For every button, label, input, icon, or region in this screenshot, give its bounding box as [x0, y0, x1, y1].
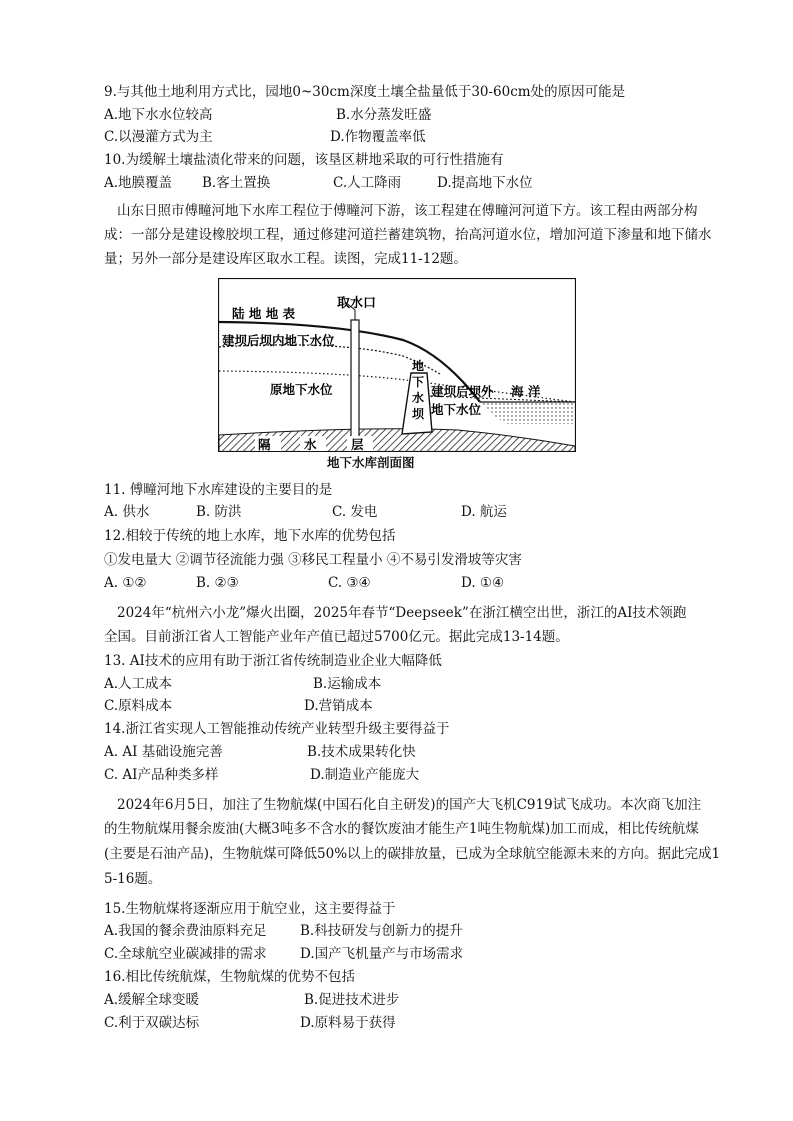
dam-label-char: 下 [412, 375, 425, 389]
inner-water-level-label: 建坝后坝内地下水位 [222, 333, 335, 348]
dam-label-char: 水 [412, 391, 425, 405]
q13-stem: 13. AI技术的应用有助于浙江省传统制造业企业大幅降低 [104, 653, 442, 669]
q16-option-b: B.促进技术进步 [304, 992, 400, 1008]
q10-option-a: A.地膜覆盖 [104, 175, 173, 191]
q11-option-a: A. 供水 [104, 504, 150, 520]
sea-label: 海 洋 [511, 384, 541, 399]
q11-option-c: C. 发电 [332, 504, 378, 520]
q12-option-c: C. ③④ [328, 575, 371, 591]
intake-well [351, 320, 359, 438]
q14-option-d: D.制造业产能庞大 [310, 767, 420, 783]
q13-option-c: C.原料成本 [104, 698, 173, 714]
q15-option-b: B.科技研发与创新力的提升 [300, 923, 463, 939]
q11-stem: 11. 傅疃河地下水库建设的主要目的是 [104, 482, 333, 498]
q10-option-d: D.提高地下水位 [437, 175, 533, 191]
q9-stem: 9.与其他土地利用方式比，园地0~30cm深度土壤全盐量低于30-60cm处的原因可能是 [104, 84, 626, 100]
impermeable-label-char: 层 [351, 437, 364, 452]
q15-option-d: D.国产飞机量产与市场需求 [300, 946, 464, 962]
q12-option-a: A. ①② [104, 575, 147, 591]
figure-caption: 地下水库剖面图 [327, 455, 415, 470]
q15-stem: 15.生物航煤将逐渐应用于航空业，这主要得益于 [104, 901, 396, 917]
q10-option-c: C.人工降雨 [333, 175, 402, 191]
outer-water-level-label-2: 地下水位 [431, 402, 482, 417]
figure-frame [219, 279, 576, 452]
land-surface-label: 陆 地 地 表 [232, 306, 296, 321]
q15-option-c: C.全球航空业碳减排的需求 [104, 946, 267, 962]
q11-option-d: D. 航运 [461, 504, 507, 520]
impermeable-layer-label [255, 436, 373, 452]
q15-option-a: A.我国的餐余费油原料充足 [104, 923, 267, 939]
passage2-line1: 2024年“杭州六小龙”爆火出圈，2025年春节“Deepseek”在浙江横空出世，浙江的AI技术领跑 [117, 605, 687, 621]
groundwater-reservoir-diagram [218, 278, 576, 452]
q12-option-d: D. ①④ [461, 575, 505, 591]
q10-option-b: B.客土置换 [202, 175, 271, 191]
passage3-line3: (主要是石油产品)，生物航煤可降低50%以上的碳排放量，已成为全球航空能源未来的方向。据此完成1 [104, 846, 721, 862]
q13-option-d: D.营销成本 [304, 698, 373, 714]
q12-items: ①发电量大 ②调节径流能力强 ③移民工程量小 ④不易引发滑坡等灾害 [104, 552, 522, 568]
passage1-line2: 成：一部分是建设橡胶坝工程，通过修建河道拦蓄建筑物，抬高河道水位，增加河道下渗量和地下储水 [104, 227, 712, 243]
impermeable-label-char: 隔 [258, 437, 271, 452]
q12-option-b: B. ②③ [196, 575, 239, 591]
q13-option-a: A.人工成本 [104, 676, 173, 692]
q14-option-a: A. AI 基础设施完善 [104, 744, 223, 760]
passage2-line2: 全国。目前浙江省人工智能产业年产值已超过5700亿元。据此完成13-14题。 [104, 629, 569, 645]
q9-option-d: D.作物覆盖率低 [330, 129, 426, 145]
q14-stem: 14.浙江省实现人工智能推动传统产业转型升级主要得益于 [104, 721, 450, 737]
q10-stem: 10.为缓解土壤盐渍化带来的问题，该垦区耕地采取的可行性措施有 [104, 152, 504, 168]
q14-option-c: C. AI产品种类多样 [104, 767, 219, 783]
passage3-line4: 5-16题。 [104, 871, 162, 887]
impermeable-label-char: 水 [304, 437, 317, 452]
q16-option-c: C.利于双碳达标 [104, 1015, 200, 1031]
passage3-line1: 2024年6月5日，加注了生物航煤(中国石化自主研发)的国产大飞机C919试飞成功。本次商飞加注 [117, 797, 702, 813]
passage3-line2: 的生物航煤用餐余废油(大概3吨多不含水的餐饮废油才能生产1吨生物航煤)加工而成，相比传统航煤 [104, 821, 699, 837]
intake-label: 取水口 [337, 296, 377, 311]
q11-option-b: B. 防洪 [196, 504, 242, 520]
q9-option-a: A.地下水水位较高 [104, 107, 213, 123]
q16-option-a: A.缓解全球变暖 [104, 992, 200, 1008]
dam-label-char: 地 [412, 359, 425, 373]
q9-option-c: C.以漫灌方式为主 [104, 129, 213, 145]
q16-option-d: D.原料易于获得 [300, 1015, 396, 1031]
dam-label-char: 坝 [412, 407, 425, 421]
q12-stem: 12.相较于传统的地上水库，地下水库的优势包括 [104, 528, 396, 544]
passage1-line1: 山东日照市傅疃河地下水库工程位于傅疃河下游，该工程建在傅疃河河道下方。该工程由两部分构 [117, 203, 698, 219]
original-water-level-label: 原地下水位 [270, 382, 333, 397]
outer-water-level-label-1: 建坝后坝外 [431, 384, 494, 399]
q9-option-b: B.水分蒸发旺盛 [336, 107, 432, 123]
q14-option-b: B.技术成果转化快 [307, 744, 416, 760]
q13-option-b: B.运输成本 [313, 676, 382, 692]
passage1-line3: 量；另外一部分是建设库区取水工程。读图，完成11-12题。 [104, 251, 467, 267]
q16-stem: 16.相比传统航煤，生物航煤的优势不包括 [104, 969, 355, 985]
